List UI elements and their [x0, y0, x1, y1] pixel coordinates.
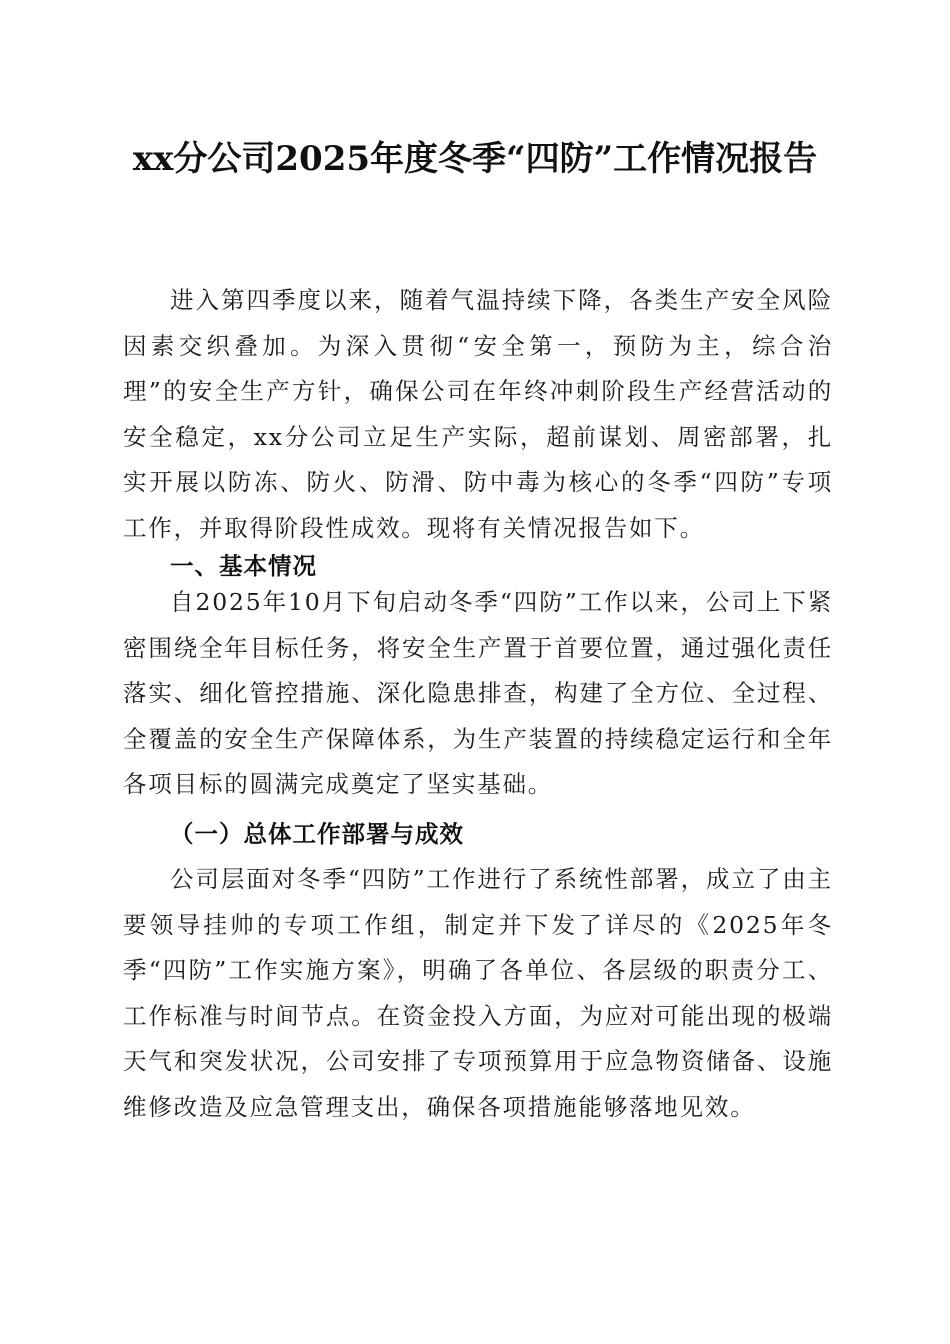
document-title: xx分公司2025年度冬季“四防”工作情况报告: [132, 139, 818, 179]
subsection-heading-overall-deployment: （一）总体工作部署与成效: [170, 820, 464, 848]
overall-deployment-paragraph: 公司层面对冬季“四防”工作进行了系统性部署，成立了由主要领导挂帅的专项工作组，制定并下发了详尽的《2025年冬季“四防”工作实施方案》，明确了各单位、各层级的职责分工、工作标准与时间节点。在资金投入方面，为应对可能出现的极端天气和突发状况，公司安排了专项预算用于应急物资储备、设施维修改造及应急管理支出，确保各项措施能够落地见效。: [123, 865, 833, 1121]
section-heading-basic-situation: 一、基本情况: [170, 552, 317, 580]
intro-paragraph: 进入第四季度以来，随着气温持续下降，各类生产安全风险因素交织叠加。为深入贯彻“安全第一，预防为主，综合治理”的安全生产方针，确保公司在年终冲刺阶段生产经营活动的安全稳定，xx分公司立足生产实际，超前谋划、周密部署，扎实开展以防冻、防火、防滑、防中毒为核心的冬季“四防”专项工作，并取得阶段性成效。现将有关情况报告如下。: [123, 286, 833, 542]
basic-situation-paragraph: 自2025年10月下旬启动冬季“四防”工作以来，公司上下紧密围绕全年目标任务，将安全生产置于首要位置，通过强化责任落实、细化管控措施、深化隐患排查，构建了全方位、全过程、全覆盖的安全生产保障体系，为生产装置的持续稳定运行和全年各项目标的圆满完成奠定了坚实基础。: [123, 588, 833, 799]
